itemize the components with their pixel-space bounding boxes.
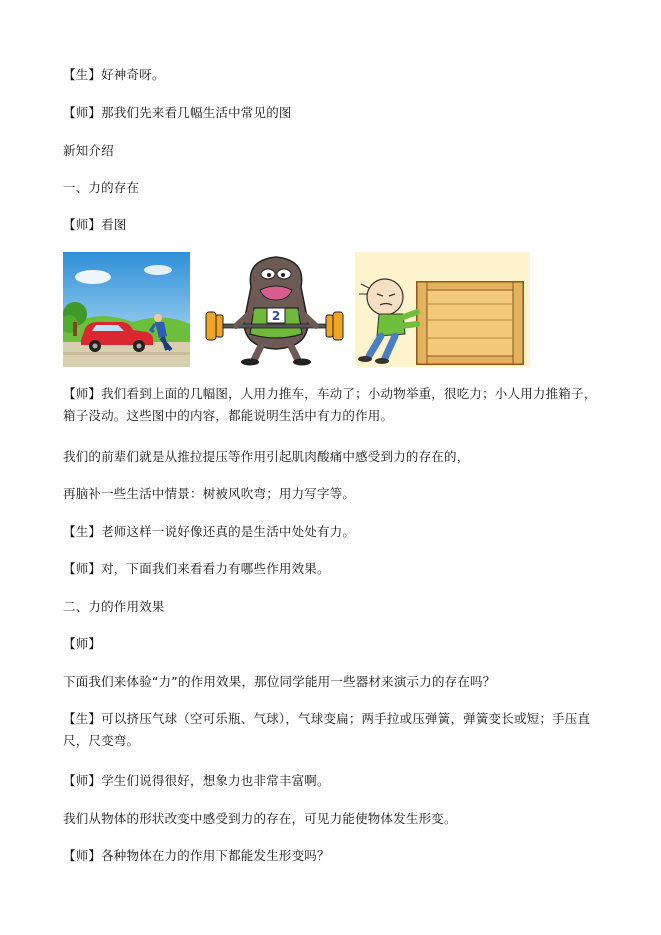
paragraph-imagine: 再脑补一些生活中情景：树被风吹弯；用力写字等。 — [63, 486, 356, 501]
paragraph-deformation: 我们从物体的形状改变中感受到力的存在，可见力能使物体发生形变。 — [63, 811, 457, 826]
paragraph-teacher-label: 【师】 — [63, 636, 102, 651]
paragraph-student-2: 【生】老师这样一说好像还真的是生活中处处有力。 — [63, 524, 356, 539]
paragraph-teacher-look: 【师】看图 — [63, 217, 127, 232]
illustration-push-box — [355, 252, 530, 367]
paragraph-teacher-2: 【师】对，下面我们来看看力有哪些作用效果。 — [63, 561, 330, 576]
weightlifter-number: 2 — [271, 309, 281, 323]
paragraph-student-1: 【生】好神奇呀。 — [63, 67, 165, 82]
paragraph-teacher-explain: 【师】我们看到上面的几幅图，人用力推车，车动了；小动物举重，很吃力；小人用力推箱子，箱子没动。这些图中的内容，都能说明生活中有力的作用。 — [63, 386, 597, 423]
paragraph-teacher-3: 【师】学生们说得很好，想象力也非常丰富啊。 — [63, 773, 330, 788]
paragraph-teacher-1: 【师】那我们先来看几幅生活中常见的图 — [63, 105, 292, 120]
paragraph-student-3: 【生】可以挤压气球（空可乐瓶、气球），气球变扁；两手拉或压弹簧，弹簧变长或短；手压直尺，尺变弯。 — [63, 711, 591, 748]
heading-force-existence: 一、力的存在 — [63, 180, 140, 195]
section-intro: 新知介绍 — [63, 143, 114, 158]
paragraph-teacher-question: 【师】各种物体在力的作用下都能发生形变吗？ — [63, 848, 330, 863]
paragraph-predecessors: 我们的前辈们就是从推拉提压等作用引起肌肉酸痛中感受到力的存在的， — [63, 449, 470, 464]
heading-force-effects: 二、力的作用效果 — [63, 599, 165, 614]
paragraph-experience: 下面我们来体验“力”的作用效果，那位同学能用一些器材来演示力的存在吗？ — [63, 674, 496, 689]
illustration-weightlifter — [196, 252, 353, 367]
illustration-push-car — [63, 252, 190, 367]
